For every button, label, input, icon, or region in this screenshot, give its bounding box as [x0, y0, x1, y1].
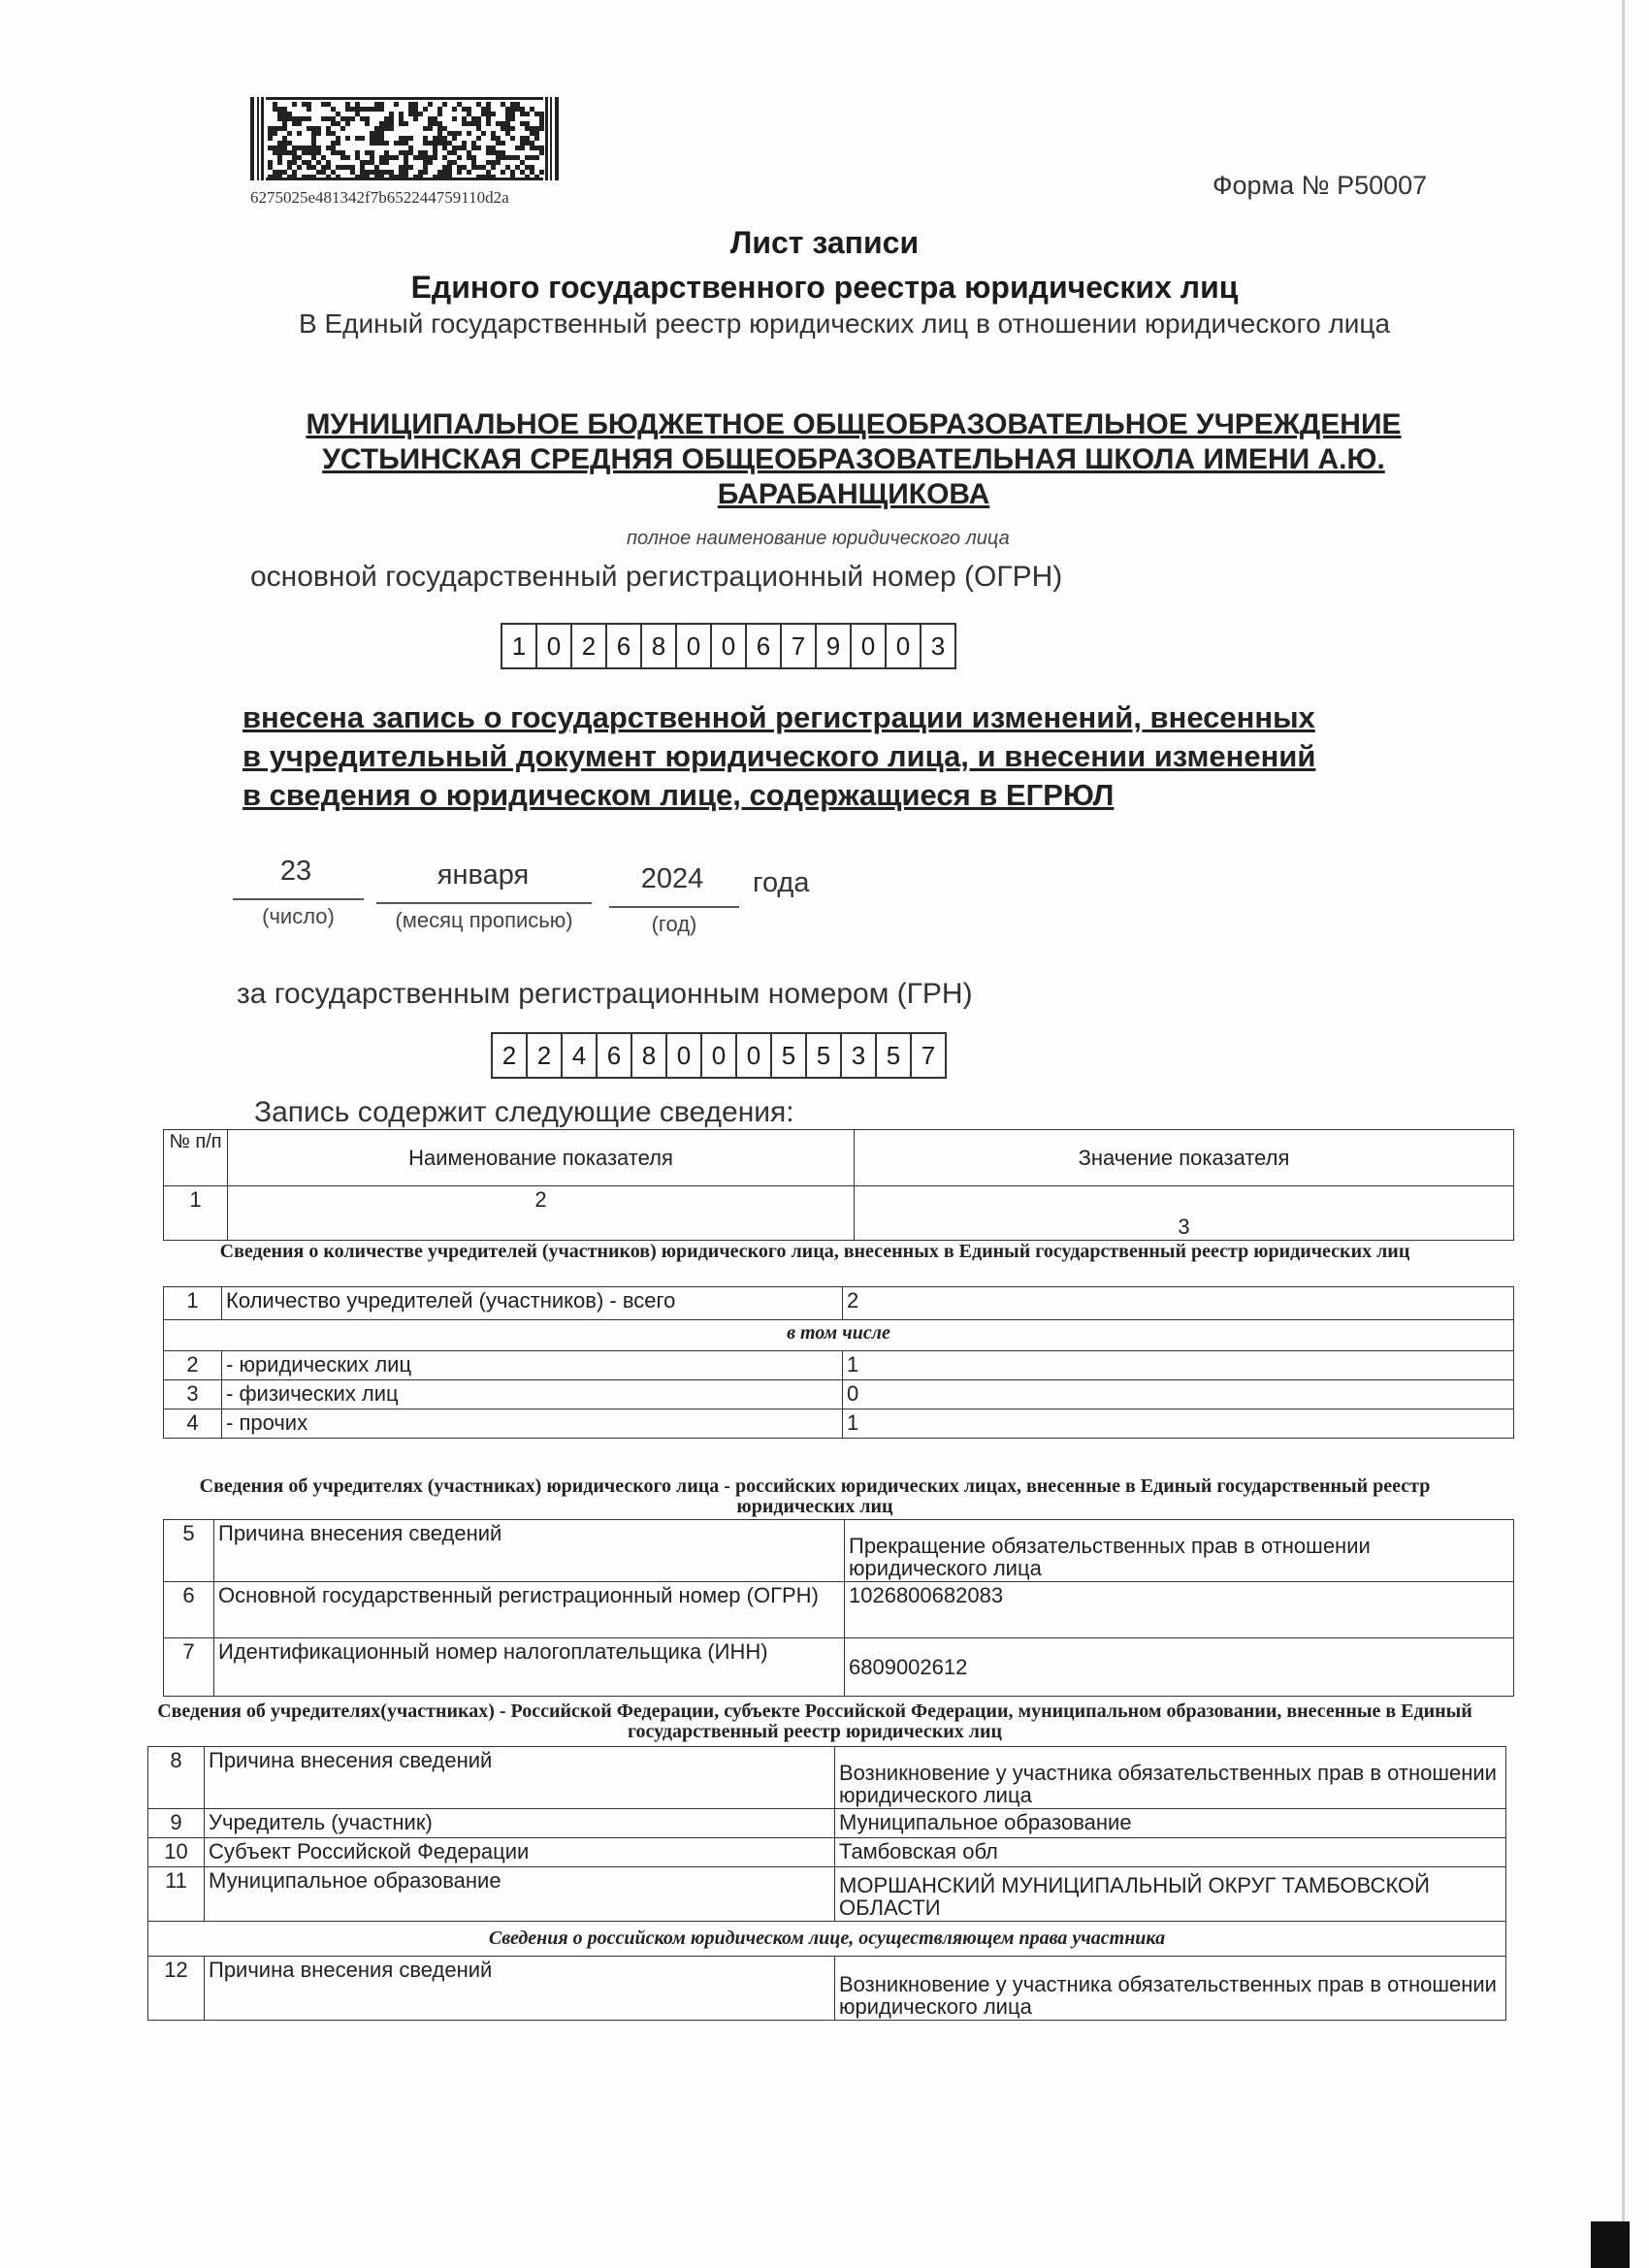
digit-cell: 6 [607, 625, 642, 667]
scan-corner-mark [1591, 2221, 1630, 2268]
section1-subtitle: в том числе [164, 1320, 1514, 1351]
table-row-number: 12 [148, 1957, 205, 2021]
date-suffix: года [753, 867, 810, 898]
table-row-number: 9 [148, 1809, 205, 1838]
record-type-line: в сведения о юридическом лице, содержащиеся в ЕГРЮЛ [242, 778, 1115, 812]
digit-cell: 7 [921, 1040, 936, 1070]
table-row-value: Возникновение у участника обязательственных прав в отношении юридического лица [835, 1957, 1506, 2021]
digit-cell: 3 [930, 631, 946, 661]
section3-table [147, 1746, 1506, 2021]
digit-cell: 0 [887, 625, 922, 667]
contains-label: Запись содержит следующие сведения: [254, 1096, 794, 1128]
section1-title: Сведения о количестве учредителей (участников) юридического лица, внесенных в Единый государственный реестр юридических лиц [219, 1241, 1410, 1262]
intro-text: В Единый государственный реестр юридических лиц в отношении юридического лица [299, 308, 1391, 339]
table-row-name: - физических лиц [222, 1380, 843, 1409]
document-subtitle: Единого государственного реестра юридических лиц [410, 270, 1239, 305]
table-row-value: 1 [843, 1351, 1514, 1380]
ogrn-label: основной государственный регистрационный номер (ОГРН) [250, 561, 1063, 593]
digit-cell: 5 [877, 1034, 912, 1077]
header-num: № п/п [164, 1130, 228, 1186]
table-row-value: Прекращение обязательственных прав в отношении юридического лица [845, 1520, 1514, 1582]
table-row-number: 5 [164, 1520, 214, 1582]
digit-cell: 0 [737, 1034, 772, 1077]
table-row-number: 7 [164, 1638, 214, 1697]
digit-cell: 0 [702, 1034, 737, 1077]
header-col1: 1 [164, 1186, 228, 1241]
digit-cell: 0 [667, 1034, 702, 1077]
date-month-caption: (месяц прописью) [395, 908, 573, 932]
digit-cell: 9 [817, 625, 852, 667]
table-row-name: Основной государственный регистрационный номер (ОГРН) [214, 1582, 845, 1638]
table-row-name: Субъект Российской Федерации [205, 1838, 835, 1867]
table-row-value: МОРШАНСКИЙ МУНИЦИПАЛЬНЫЙ ОКРУГ ТАМБОВСКОЙ ОБЛАСТИ [835, 1867, 1506, 1922]
table-row-value: 0 [843, 1380, 1514, 1409]
header-col2: 2 [228, 1186, 855, 1241]
date-year: 2024 [640, 863, 704, 894]
organization-name-caption: полное наименование юридического лица [627, 528, 1010, 549]
table-row-number: 1 [164, 1287, 222, 1320]
header-table [163, 1129, 1514, 1241]
section2-table [163, 1519, 1514, 1697]
digit-cell: 8 [642, 625, 677, 667]
table-row-name: Причина внесения сведений [214, 1520, 845, 1582]
table-row-name: - юридических лиц [222, 1351, 843, 1380]
table-row-value: 2 [843, 1287, 1514, 1320]
record-type-line: в учредительный документ юридического лица, и внесении изменений [242, 739, 1316, 773]
date-month: января [436, 859, 530, 891]
digit-cell: 2 [493, 1034, 528, 1077]
section2-title: Сведения об учредителях (участниках) юридического лица - российских юридических лицах, внесенные в Единый государственный реестр юридических лиц [199, 1475, 1431, 1517]
digit-cell: 1 [502, 625, 537, 667]
table-row-number: 10 [148, 1838, 205, 1867]
digit-cell: 8 [632, 1034, 667, 1077]
digit-cell: 0 [852, 625, 887, 667]
record-type [242, 698, 1465, 815]
digit-cell: 0 [712, 625, 747, 667]
digit-cell: 6 [747, 625, 782, 667]
table-row-name: Идентификационный номер налогоплательщика (ИНН) [214, 1638, 845, 1697]
digit-cell: 4 [563, 1034, 598, 1077]
section3-title: Сведения об учредителях(участниках) - Российской Федерации, субъекте Российской Федерации, муниципальном образовании, внесенные в Единый государственный реестр юридических лиц [157, 1701, 1472, 1742]
header-value: Значение показателя [855, 1130, 1514, 1186]
table-row-value: 6809002612 [845, 1638, 1514, 1697]
digit-cell: 0 [537, 625, 572, 667]
table-row-value: Тамбовская обл [835, 1838, 1506, 1867]
organization-name-line: БАРАБАНЩИКОВА [717, 478, 990, 510]
table-row-name: Учредитель (участник) [205, 1809, 835, 1838]
scan-edge [1622, 0, 1625, 2268]
digit-cell: 3 [842, 1034, 877, 1077]
digit-cell: 2 [572, 625, 607, 667]
barcode-image [250, 97, 559, 180]
record-type-line: внесена запись о государственной регистрации изменений, внесенных [242, 700, 1315, 734]
grn-label: за государственным регистрационным номером (ГРН) [237, 978, 973, 1010]
organization-name-line: МУНИЦИПАЛЬНОЕ БЮДЖЕТНОЕ ОБЩЕОБРАЗОВАТЕЛЬНОЕ УЧРЕЖДЕНИЕ [306, 408, 1402, 440]
table-row-number: 6 [164, 1582, 214, 1638]
table-row-number: 2 [164, 1351, 222, 1380]
date-day-caption: (число) [262, 904, 335, 928]
digit-cell: 5 [772, 1034, 807, 1077]
date-day-line [233, 898, 364, 900]
table-row-name: Причина внесения сведений [205, 1957, 835, 2021]
table-row-value: Муниципальное образование [835, 1809, 1506, 1838]
grn-digit-boxes [491, 1032, 947, 1079]
table-row-number: 4 [164, 1409, 222, 1439]
organization-name [252, 407, 1455, 512]
table-row-number: 11 [148, 1867, 205, 1922]
barcode-text: 6275025e481342f7b652244759110d2a [250, 188, 509, 207]
table-row-value: Возникновение у участника обязательственных прав в отношении юридического лица [835, 1747, 1506, 1809]
table-row-name: Количество учредителей (участников) - всего [222, 1287, 843, 1320]
digit-cell: 6 [598, 1034, 632, 1077]
form-number: Форма № Р50007 [1212, 171, 1428, 200]
section1-table [163, 1286, 1514, 1439]
table-row-name: Муниципальное образование [205, 1867, 835, 1922]
document-title: Лист записи [729, 225, 920, 260]
table-row-number: 3 [164, 1380, 222, 1409]
header-name: Наименование показателя [228, 1130, 855, 1186]
section3-subtitle: Сведения о российском юридическом лице, осуществляющем права участника [148, 1922, 1506, 1957]
digit-cell: 2 [528, 1034, 563, 1077]
date-day: 23 [279, 856, 312, 887]
table-row-value: 1026800682083 [845, 1582, 1514, 1638]
table-row-name: Причина внесения сведений [205, 1747, 835, 1809]
digit-cell: 0 [677, 625, 712, 667]
organization-name-line: УСТЬИНСКАЯ СРЕДНЯЯ ОБЩЕОБРАЗОВАТЕЛЬНАЯ ШКОЛА ИМЕНИ А.Ю. [322, 443, 1385, 475]
digit-cell: 5 [807, 1034, 842, 1077]
date-month-line [376, 902, 592, 904]
header-col3: 3 [855, 1186, 1514, 1241]
date-year-line [609, 906, 739, 908]
table-row-number: 8 [148, 1747, 205, 1809]
date-year-caption: (год) [651, 912, 697, 936]
table-row-name: - прочих [222, 1409, 843, 1439]
ogrn-digit-boxes [501, 623, 956, 669]
table-row-value: 1 [843, 1409, 1514, 1439]
digit-cell: 7 [782, 625, 817, 667]
